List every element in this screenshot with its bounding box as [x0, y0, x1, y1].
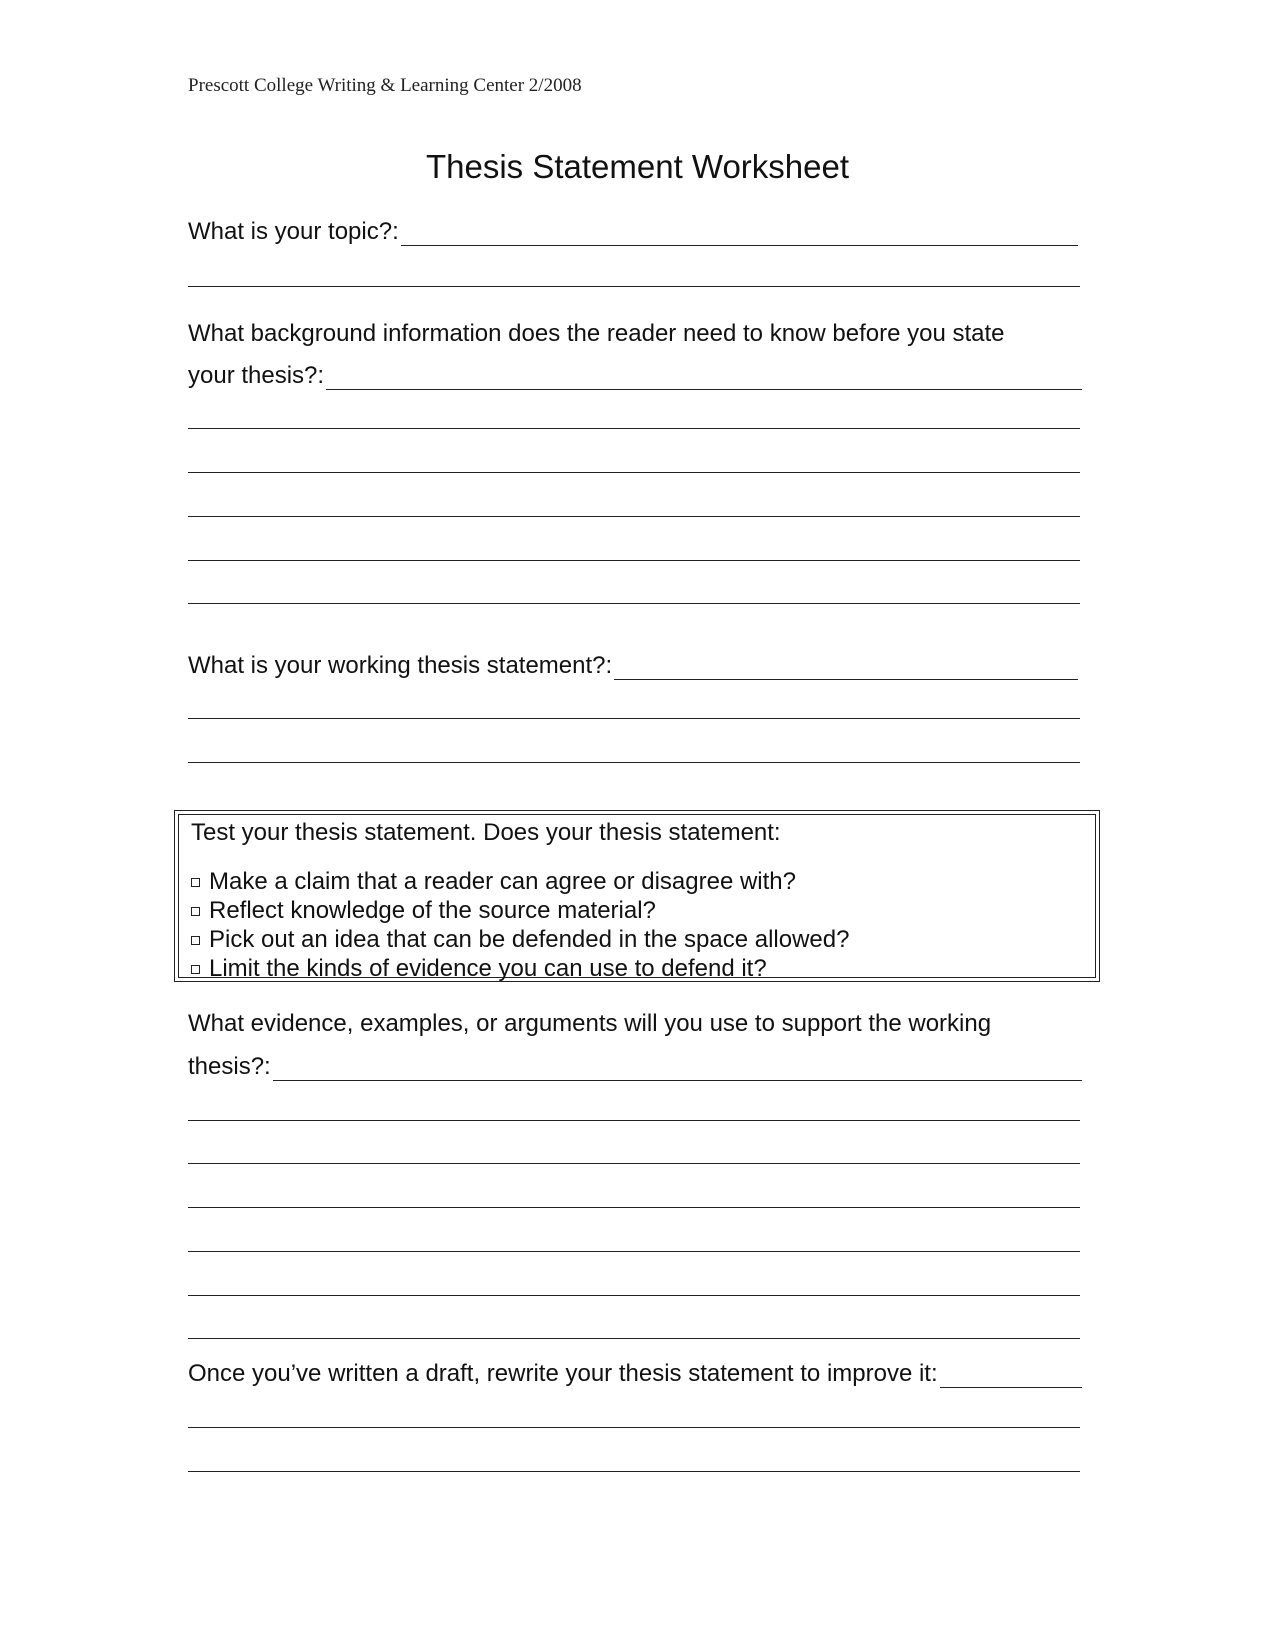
evidence-answer-line-5[interactable] — [188, 1251, 1080, 1252]
evidence-answer-line[interactable] — [273, 1056, 1082, 1081]
rewrite-question-label: Once you’ve written a draft, rewrite your thesis statement to improve it: — [188, 1360, 938, 1387]
checklist-item-text: Limit the kinds of evidence you can use to defend it? — [209, 955, 767, 982]
thesis-test-box-inner-border — [178, 814, 1096, 982]
evidence-question-label: thesis?: — [188, 1053, 271, 1080]
evidence-question-line1: What evidence, examples, or arguments will you use to support the working — [188, 1010, 992, 1037]
background-answer-line-3[interactable] — [188, 472, 1080, 473]
evidence-answer-line-7[interactable] — [188, 1338, 1080, 1339]
rewrite-answer-line[interactable] — [940, 1363, 1082, 1388]
background-answer-line[interactable] — [326, 365, 1082, 390]
background-answer-line-4[interactable] — [188, 516, 1080, 517]
square-bullet-icon — [191, 878, 200, 887]
topic-answer-line[interactable] — [401, 221, 1078, 246]
rewrite-answer-line-3[interactable] — [188, 1471, 1080, 1472]
working-thesis-answer-line[interactable] — [614, 655, 1078, 680]
checklist-item-text: Make a claim that a reader can agree or disagree with? — [209, 868, 796, 895]
working-thesis-label: What is your working thesis statement?: — [188, 652, 613, 679]
background-answer-line-2[interactable] — [188, 428, 1080, 429]
evidence-answer-line-2[interactable] — [188, 1120, 1080, 1121]
background-answer-line-6[interactable] — [188, 603, 1080, 604]
background-question-label: your thesis?: — [188, 362, 325, 389]
working-thesis-answer-line-3[interactable] — [188, 762, 1080, 763]
background-question-line1: What background information does the reader need to know before you state — [188, 320, 1005, 347]
topic-question — [188, 218, 1078, 246]
working-thesis-answer-line-2[interactable] — [188, 718, 1080, 719]
thesis-test-box — [174, 810, 1100, 982]
background-question — [188, 362, 1082, 390]
evidence-answer-line-3[interactable] — [188, 1163, 1080, 1164]
square-bullet-icon — [191, 936, 200, 945]
square-bullet-icon — [191, 965, 200, 974]
topic-question-label: What is your topic?: — [188, 218, 399, 245]
square-bullet-icon — [191, 907, 200, 916]
checklist-item-text: Pick out an idea that can be defended in the space allowed? — [209, 926, 850, 953]
rewrite-question — [188, 1360, 1082, 1388]
evidence-answer-line-4[interactable] — [188, 1207, 1080, 1208]
thesis-test-heading: Test your thesis statement. Does your thesis statement: — [191, 819, 781, 846]
checklist-item — [191, 867, 849, 896]
topic-answer-line-2[interactable] — [188, 286, 1080, 287]
checklist-item-text: Reflect knowledge of the source material? — [209, 897, 656, 924]
document-header: Prescott College Writing & Learning Center 2/2008 — [188, 75, 582, 96]
page-title: Thesis Statement Worksheet — [425, 148, 850, 185]
rewrite-answer-line-2[interactable] — [188, 1427, 1080, 1428]
checklist-item — [191, 925, 849, 954]
working-thesis-question — [188, 652, 1078, 680]
checklist-item — [191, 954, 849, 983]
checklist-item — [191, 896, 849, 925]
evidence-answer-line-6[interactable] — [188, 1295, 1080, 1296]
background-answer-line-5[interactable] — [188, 560, 1080, 561]
evidence-question — [188, 1053, 1082, 1081]
thesis-test-checklist — [191, 867, 849, 983]
